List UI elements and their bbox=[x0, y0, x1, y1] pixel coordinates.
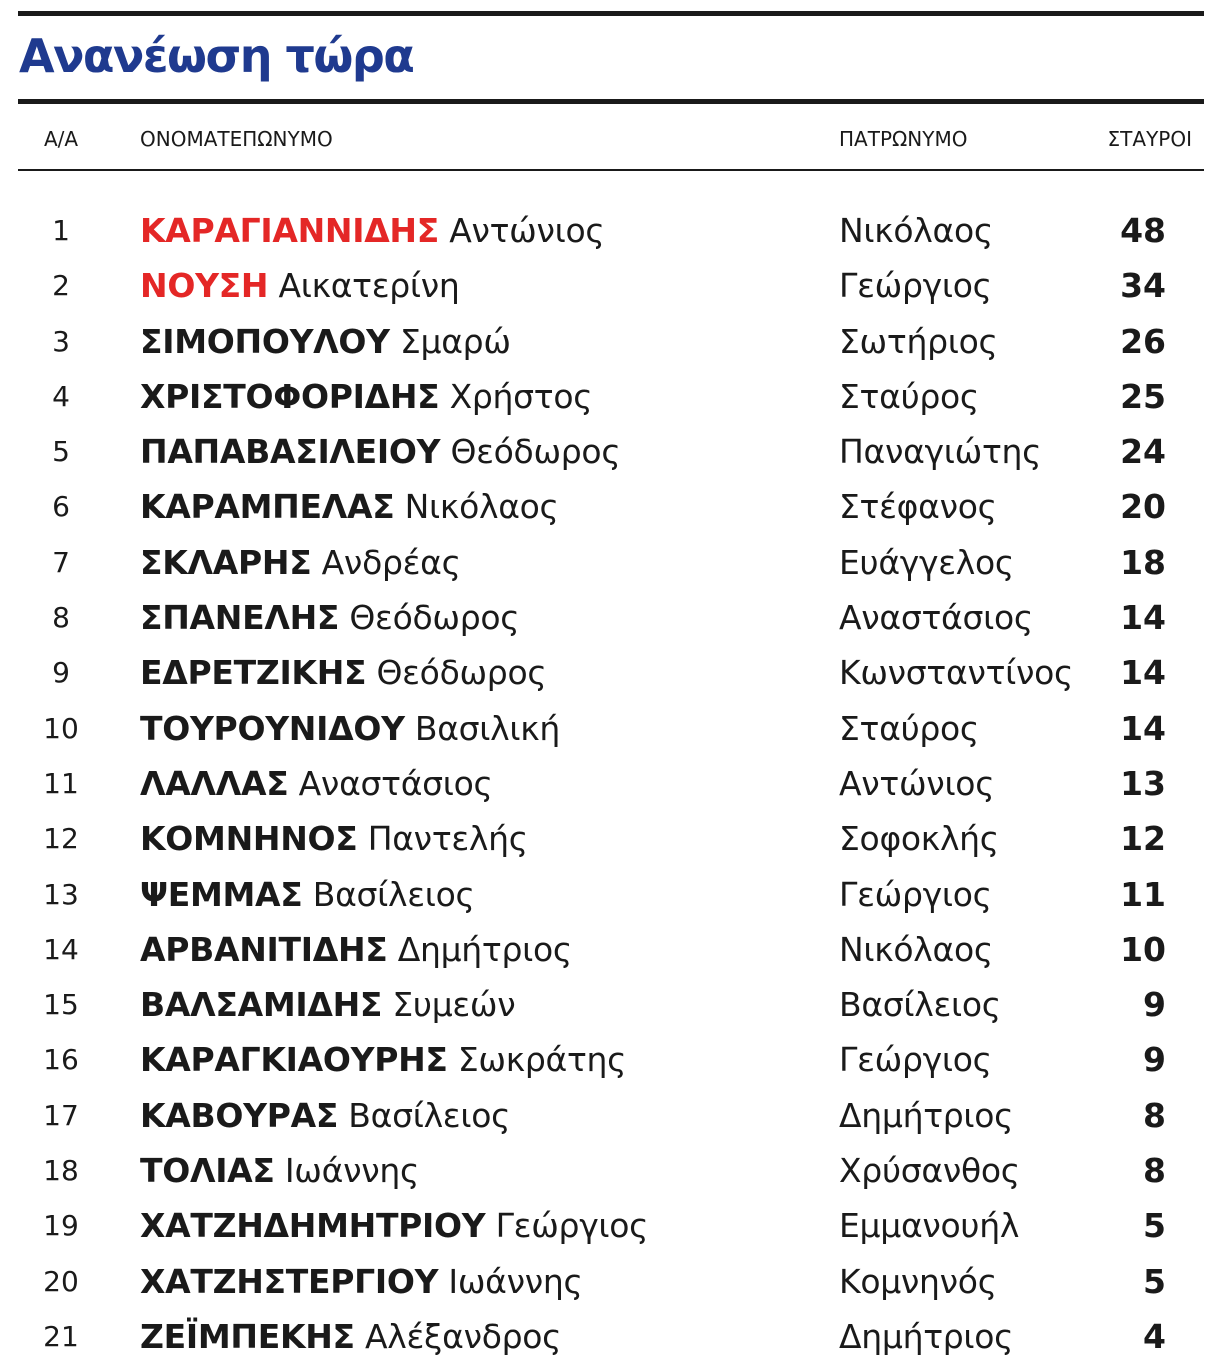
table-row bbox=[0, 535, 1222, 590]
candidate-surname: ΧΑΤΖΗΔΗΜΗΤΡΙΟΥ bbox=[140, 1206, 486, 1246]
candidate-votes: 24 bbox=[1120, 432, 1166, 472]
candidate-patronymic: Παναγιώτης bbox=[839, 432, 1042, 472]
row-number: 16 bbox=[43, 1043, 79, 1077]
candidate-votes: 14 bbox=[1120, 653, 1166, 693]
candidate-surname: ΕΔΡΕΤΖΙΚΗΣ bbox=[140, 653, 367, 693]
candidate-given-name: Ιωάννης bbox=[448, 1261, 583, 1301]
candidate-surname: ΤΟΛΙΑΣ bbox=[140, 1151, 275, 1191]
candidate-votes: 14 bbox=[1120, 598, 1166, 638]
row-number: 10 bbox=[43, 711, 79, 745]
candidate-name bbox=[140, 922, 572, 977]
table-row bbox=[0, 424, 1222, 479]
candidate-votes: 13 bbox=[1120, 763, 1166, 803]
candidate-name bbox=[140, 258, 460, 313]
table-row bbox=[0, 314, 1222, 369]
table-row bbox=[0, 756, 1222, 811]
candidate-surname: ΛΑΛΛΑΣ bbox=[140, 763, 289, 803]
candidate-name bbox=[140, 701, 560, 756]
row-number: 21 bbox=[43, 1319, 79, 1353]
column-header-num: Α/Α bbox=[43, 127, 79, 151]
candidate-surname: ΧΑΤΖΗΣΤΕΡΓΙΟΥ bbox=[140, 1261, 439, 1301]
candidate-patronymic: Σοφοκλής bbox=[839, 819, 999, 859]
candidate-given-name: Βασίλειος bbox=[312, 874, 475, 914]
page-title: Ανανέωση τώρα bbox=[19, 29, 414, 83]
candidate-patronymic: Νικόλαος bbox=[839, 929, 993, 969]
candidate-name bbox=[140, 811, 528, 866]
candidate-given-name: Δημήτριος bbox=[397, 929, 572, 969]
candidate-votes: 34 bbox=[1120, 266, 1166, 306]
candidate-given-name: Βασιλική bbox=[414, 708, 561, 748]
candidate-votes: 8 bbox=[1143, 1095, 1166, 1135]
candidate-patronymic: Δημήτριος bbox=[839, 1095, 1014, 1135]
candidate-patronymic: Βασίλειος bbox=[839, 985, 1001, 1025]
candidate-name bbox=[140, 1254, 583, 1309]
table-row bbox=[0, 203, 1222, 258]
table-row bbox=[0, 590, 1222, 645]
candidate-surname: ΖΕΪΜΠΕΚΗΣ bbox=[140, 1316, 355, 1356]
candidate-votes: 9 bbox=[1143, 985, 1166, 1025]
table-row bbox=[0, 1088, 1222, 1143]
row-number: 13 bbox=[43, 877, 79, 911]
row-number: 1 bbox=[52, 214, 70, 247]
candidate-patronymic: Σταύρος bbox=[839, 376, 979, 416]
candidate-surname: ΠΑΠΑΒΑΣΙΛΕΙΟΥ bbox=[140, 432, 441, 472]
candidate-votes: 10 bbox=[1120, 929, 1166, 969]
candidate-votes: 8 bbox=[1143, 1151, 1166, 1191]
candidate-surname: ΚΑΡΑΓΙΑΝΝΙΔΗΣ bbox=[140, 211, 439, 250]
candidate-name bbox=[140, 1143, 419, 1198]
candidate-name bbox=[140, 590, 519, 645]
candidate-surname: ΤΟΥΡΟΥΝΙΔΟΥ bbox=[140, 708, 405, 748]
candidate-votes: 12 bbox=[1120, 819, 1166, 859]
candidate-patronymic: Κομνηνός bbox=[839, 1261, 997, 1301]
row-number: 4 bbox=[52, 379, 70, 413]
candidate-surname: ΣΠΑΝΕΛΗΣ bbox=[140, 598, 340, 638]
candidate-patronymic: Εμμανουήλ bbox=[839, 1206, 1020, 1246]
row-number: 20 bbox=[43, 1264, 79, 1298]
row-number: 3 bbox=[52, 324, 70, 358]
candidate-name bbox=[140, 645, 546, 700]
candidate-votes: 4 bbox=[1143, 1316, 1166, 1356]
candidate-surname: ΝΟΥΣΗ bbox=[140, 266, 269, 306]
candidate-surname: ΚΑΡΑΜΠΕΛΑΣ bbox=[140, 487, 395, 527]
candidate-surname: ΣΚΛΑΡΗΣ bbox=[140, 542, 312, 582]
candidate-patronymic: Ευάγγελος bbox=[839, 542, 1014, 582]
table-row bbox=[0, 1032, 1222, 1087]
row-number: 18 bbox=[43, 1154, 79, 1188]
candidate-given-name: Αικατερίνη bbox=[278, 266, 460, 306]
candidate-given-name: Συμεών bbox=[392, 985, 516, 1025]
candidate-name bbox=[140, 1032, 626, 1087]
table-row bbox=[0, 977, 1222, 1032]
row-number: 9 bbox=[52, 656, 70, 690]
table-row bbox=[0, 922, 1222, 977]
row-number: 5 bbox=[52, 435, 70, 469]
row-number: 6 bbox=[52, 490, 70, 524]
candidate-votes: 18 bbox=[1120, 542, 1166, 582]
candidate-name bbox=[140, 1309, 561, 1364]
candidate-surname: ΒΑΛΣΑΜΙΔΗΣ bbox=[140, 985, 383, 1025]
candidate-name bbox=[140, 1088, 510, 1143]
table-row bbox=[0, 1143, 1222, 1198]
column-header-patronymic: ΠΑΤΡΩΝΥΜΟ bbox=[839, 127, 968, 151]
row-number: 2 bbox=[52, 269, 70, 303]
candidate-name bbox=[140, 479, 559, 534]
candidate-table-body bbox=[0, 203, 1222, 1364]
candidate-given-name: Ανδρέας bbox=[321, 542, 461, 582]
candidate-name bbox=[140, 1198, 648, 1253]
row-number: 12 bbox=[43, 822, 79, 856]
candidate-patronymic: Γεώργιος bbox=[839, 874, 992, 914]
candidate-given-name: Αναστάσιος bbox=[298, 763, 493, 803]
table-row bbox=[0, 1198, 1222, 1253]
candidate-given-name: Αντώνιος bbox=[449, 211, 605, 250]
candidate-surname: ΣΙΜΟΠΟΥΛΟΥ bbox=[140, 321, 390, 361]
table-row bbox=[0, 1254, 1222, 1309]
candidate-surname: ΚΟΜΝΗΝΟΣ bbox=[140, 819, 358, 859]
candidate-given-name: Βασίλειος bbox=[348, 1095, 511, 1135]
candidate-votes: 25 bbox=[1120, 376, 1166, 416]
candidate-votes: 5 bbox=[1143, 1261, 1166, 1301]
table-row bbox=[0, 811, 1222, 866]
table-row bbox=[0, 701, 1222, 756]
candidate-name bbox=[140, 756, 493, 811]
column-header-votes: ΣΤΑΥΡΟΙ bbox=[1107, 127, 1192, 151]
candidate-name bbox=[140, 424, 620, 479]
candidate-surname: ΚΑΒΟΥΡΑΣ bbox=[140, 1095, 339, 1135]
candidate-patronymic: Κωνσταντίνος bbox=[839, 653, 1074, 693]
candidate-surname: ΧΡΙΣΤΟΦΟΡΙΔΗΣ bbox=[140, 376, 440, 416]
table-row bbox=[0, 645, 1222, 700]
table-row bbox=[0, 258, 1222, 313]
table-header bbox=[0, 124, 1222, 154]
candidate-patronymic: Γεώργιος bbox=[839, 1040, 992, 1080]
candidate-given-name: Χρήστος bbox=[449, 376, 593, 416]
candidate-patronymic: Αντώνιος bbox=[839, 763, 995, 803]
candidate-name bbox=[140, 314, 511, 369]
candidate-surname: ΚΑΡΑΓΚΙΑΟΥΡΗΣ bbox=[140, 1040, 448, 1080]
table-row bbox=[0, 1309, 1222, 1364]
top-rule bbox=[18, 11, 1204, 16]
candidate-votes: 48 bbox=[1120, 211, 1166, 250]
candidate-patronymic: Γεώργιος bbox=[839, 266, 992, 306]
header-rule bbox=[18, 169, 1204, 171]
candidate-given-name: Παντελής bbox=[367, 819, 528, 859]
candidate-surname: ΑΡΒΑΝΙΤΙΔΗΣ bbox=[140, 929, 388, 969]
candidate-name bbox=[140, 369, 592, 424]
candidate-patronymic: Νικόλαος bbox=[839, 211, 993, 250]
candidate-patronymic: Δημήτριος bbox=[839, 1316, 1014, 1356]
candidate-given-name: Θεόδωρος bbox=[349, 598, 520, 638]
candidate-patronymic: Αναστάσιος bbox=[839, 598, 1033, 638]
candidate-given-name: Αλέξανδρος bbox=[364, 1316, 562, 1356]
candidate-given-name: Σμαρώ bbox=[399, 321, 511, 361]
candidate-votes: 14 bbox=[1120, 708, 1166, 748]
candidate-patronymic: Στέφανος bbox=[839, 487, 997, 527]
table-row bbox=[0, 369, 1222, 424]
candidate-given-name: Θεόδωρος bbox=[450, 432, 621, 472]
candidate-votes: 20 bbox=[1120, 487, 1166, 527]
candidate-votes: 26 bbox=[1120, 321, 1166, 361]
candidate-patronymic: Σταύρος bbox=[839, 708, 979, 748]
candidate-votes: 5 bbox=[1143, 1206, 1166, 1246]
row-number: 8 bbox=[52, 601, 70, 635]
candidate-votes: 9 bbox=[1143, 1040, 1166, 1080]
table-row bbox=[0, 867, 1222, 922]
row-number: 15 bbox=[43, 988, 79, 1022]
row-number: 14 bbox=[43, 932, 79, 966]
candidate-name bbox=[140, 977, 515, 1032]
row-number: 7 bbox=[52, 545, 70, 579]
candidate-name bbox=[140, 203, 604, 258]
candidate-given-name: Γεώργιος bbox=[495, 1206, 649, 1246]
table-row bbox=[0, 479, 1222, 534]
candidate-given-name: Ιωάννης bbox=[284, 1151, 420, 1191]
title-rule bbox=[18, 99, 1204, 104]
candidate-given-name: Νικόλαος bbox=[404, 487, 559, 527]
candidate-patronymic: Σωτήριος bbox=[839, 321, 998, 361]
candidate-name bbox=[140, 535, 461, 590]
row-number: 19 bbox=[43, 1209, 79, 1243]
candidate-name bbox=[140, 867, 475, 922]
candidate-given-name: Θεόδωρος bbox=[376, 653, 547, 693]
column-header-name: ΟΝΟΜΑΤΕΠΩΝΥΜΟ bbox=[140, 127, 333, 151]
candidate-surname: ΨΕΜΜΑΣ bbox=[140, 874, 303, 914]
candidate-votes: 11 bbox=[1120, 874, 1166, 914]
candidate-given-name: Σωκράτης bbox=[457, 1040, 627, 1080]
row-number: 11 bbox=[43, 766, 79, 800]
row-number: 17 bbox=[43, 1098, 79, 1132]
candidate-patronymic: Χρύσανθος bbox=[839, 1151, 1020, 1191]
